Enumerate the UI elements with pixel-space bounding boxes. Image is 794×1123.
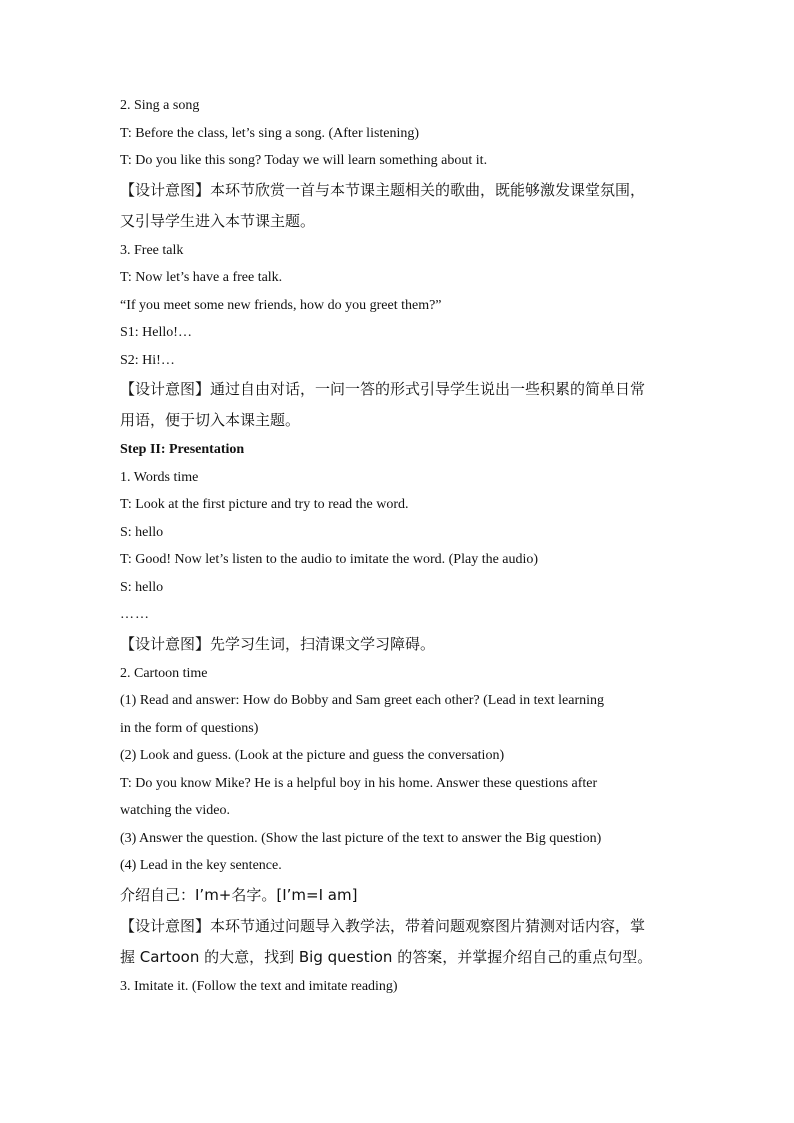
text-line: S1: Hello!… — [120, 325, 192, 340]
design-intent-note: 用语，便于切入本课主题。 — [120, 411, 301, 429]
text-line: (3) Answer the question. (Show the last picture of the text to answer the Big question) — [120, 830, 602, 846]
text-line: T: Good! Now let’s listen to the audio to imitate the word. (Play the audio) — [120, 552, 539, 567]
text-line: watching the video. — [120, 803, 231, 818]
design-intent-note: 【设计意图】本环节通过问题导入教学法，带着问题观察图片猜测对话内容，掌 — [120, 916, 646, 935]
text-line: T: Look at the first picture and try to read the word. — [120, 497, 409, 512]
text-line: T: Do you like this song? Today we will learn something about it. — [120, 153, 488, 168]
section-heading-sing-a-song: 2. Sing a song — [120, 98, 200, 113]
text-line: (1) Read and answer: How do Bobby and Sam greet each other? (Lead in text learning — [120, 693, 604, 708]
text-line: T: Now let’s have a free talk. — [120, 270, 283, 285]
text-line: (4) Lead in the key sentence. — [120, 858, 282, 873]
text-line: T: Before the class, let’s sing a song. (After listening) — [120, 125, 420, 141]
design-intent-note: 又引导学生进入本节课主题。 — [120, 211, 316, 230]
text-line: (2) Look and guess. (Look at the picture and guess the conversation) — [120, 748, 505, 763]
text-line: S: hello — [120, 524, 164, 540]
design-intent-note: 握 Cartoon 的大意，找到 Big question 的答案，并掌握介绍自己的重点句型。 — [120, 947, 653, 966]
design-intent-note: 【设计意图】本环节欣赏一首与本节课主题相关的歌曲，既能够激发课堂氛围， — [120, 180, 646, 199]
step-heading-presentation: Step II: Presentation — [120, 442, 245, 457]
design-intent-note: 【设计意图】先学习生词，扫清课文学习障碍。 — [120, 634, 436, 653]
text-line: “If you meet some new friends, how do you greet them?” — [120, 297, 442, 313]
text-line: in the form of questions) — [120, 720, 259, 736]
text-line: T: Do you know Mike? He is a helpful boy in his home. Answer these questions after — [120, 775, 598, 791]
key-sentence-line: 介绍自己：I’m+名字。[I’m=I am] — [120, 885, 358, 904]
text-line: S: hello — [120, 579, 164, 595]
section-heading-cartoon-time: 2. Cartoon time — [120, 665, 208, 681]
ellipsis-line: …… — [120, 607, 150, 622]
design-intent-note: 【设计意图】通过自由对话，一问一答的形式引导学生说出一些积累的简单日常 — [120, 380, 646, 398]
text-line: S2: Hi!… — [120, 352, 175, 368]
section-heading-imitate-it: 3. Imitate it. (Follow the text and imitate reading) — [120, 978, 398, 994]
section-heading-free-talk: 3. Free talk — [120, 242, 184, 258]
document-body — [120, 92, 680, 1000]
section-heading-words-time: 1. Words time — [120, 469, 199, 485]
